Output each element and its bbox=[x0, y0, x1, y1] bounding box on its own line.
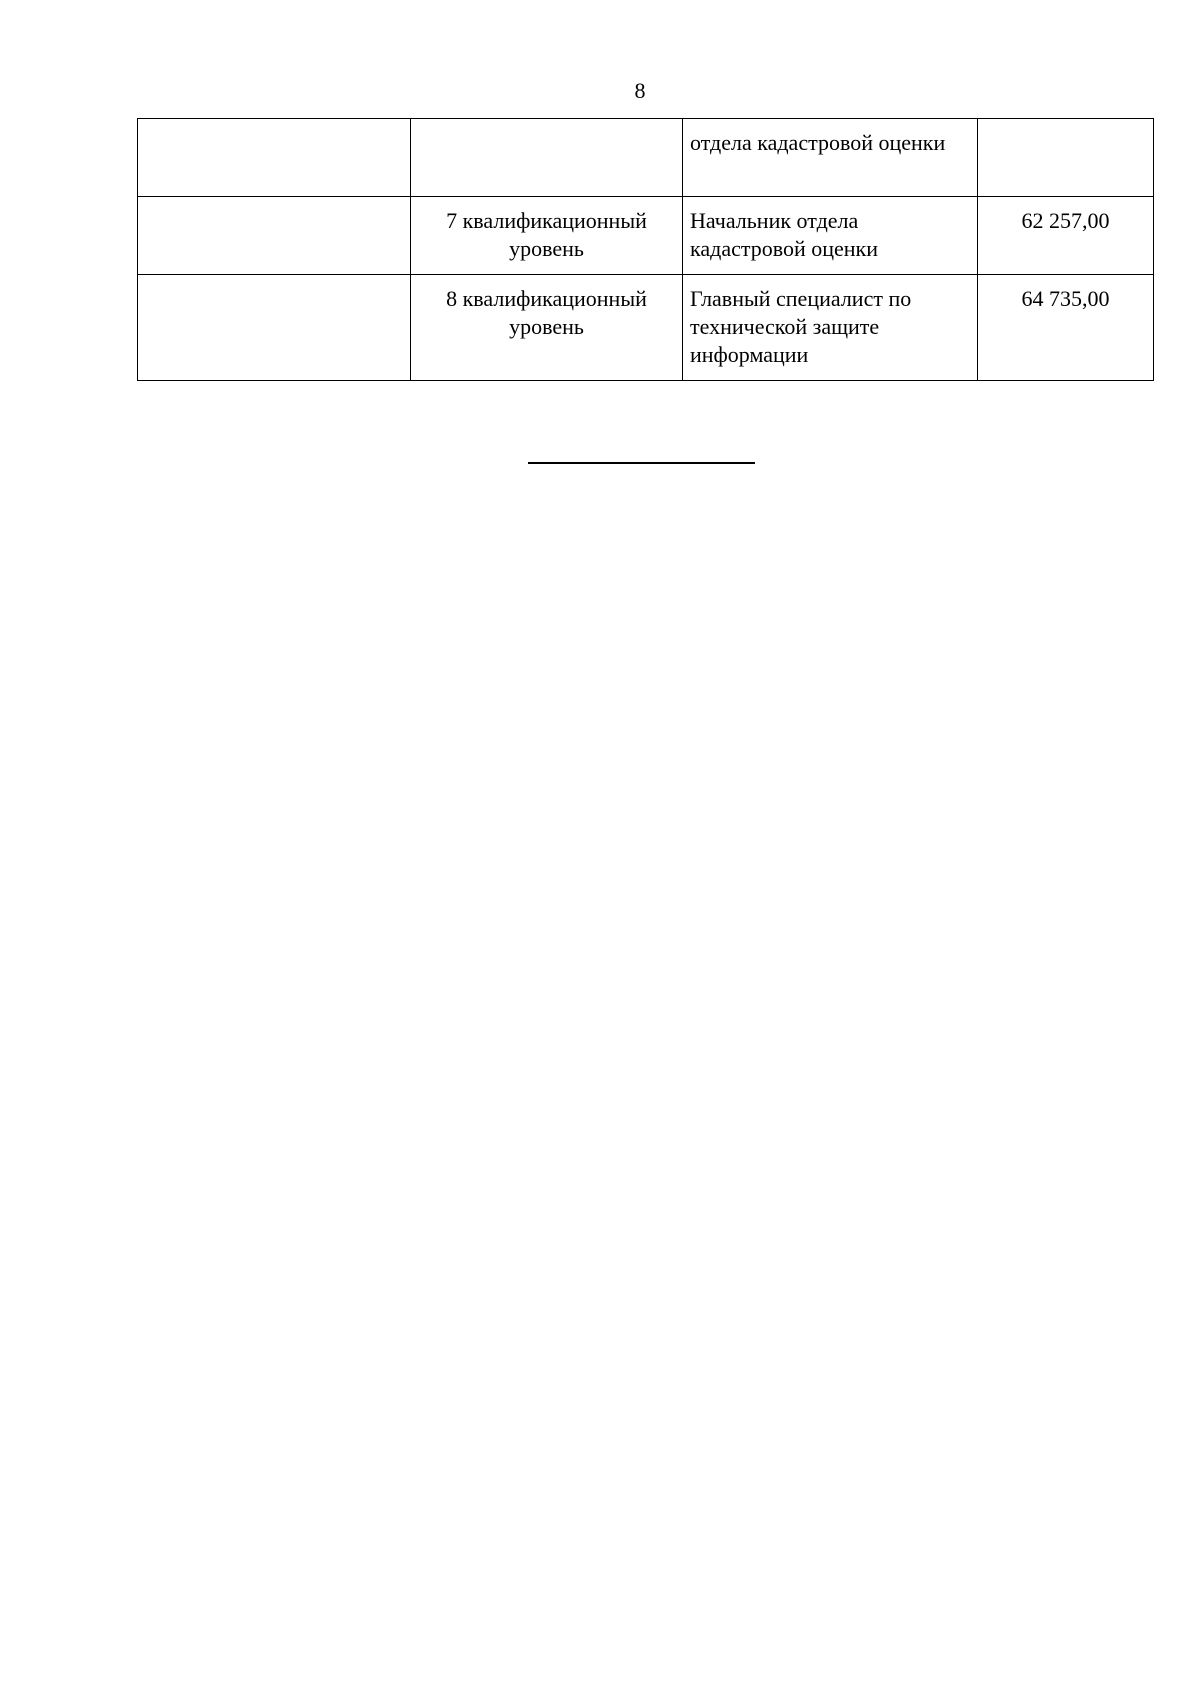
end-of-document-line bbox=[528, 462, 755, 464]
salary-cell bbox=[978, 119, 1154, 197]
table-row bbox=[138, 119, 1154, 197]
group-cell bbox=[138, 275, 411, 381]
group-cell bbox=[138, 197, 411, 275]
salary-cell: 62 257,00 bbox=[978, 197, 1154, 275]
position-cell: Главный специалист по технической защите информации bbox=[683, 275, 978, 381]
qualification-level-cell: 7 квалификационный уровень bbox=[411, 197, 683, 275]
position-cell: отдела кадастровой оценки bbox=[683, 119, 978, 197]
table-row bbox=[138, 275, 1154, 381]
salary-table bbox=[137, 118, 1154, 381]
qualification-level-cell: 8 квалификационный уровень bbox=[411, 275, 683, 381]
salary-cell: 64 735,00 bbox=[978, 275, 1154, 381]
table-row bbox=[138, 197, 1154, 275]
group-cell bbox=[138, 119, 411, 197]
page-number: 8 bbox=[634, 78, 646, 103]
qualification-level-cell bbox=[411, 119, 683, 197]
position-cell: Начальник отдела кадастровой оценки bbox=[683, 197, 978, 275]
